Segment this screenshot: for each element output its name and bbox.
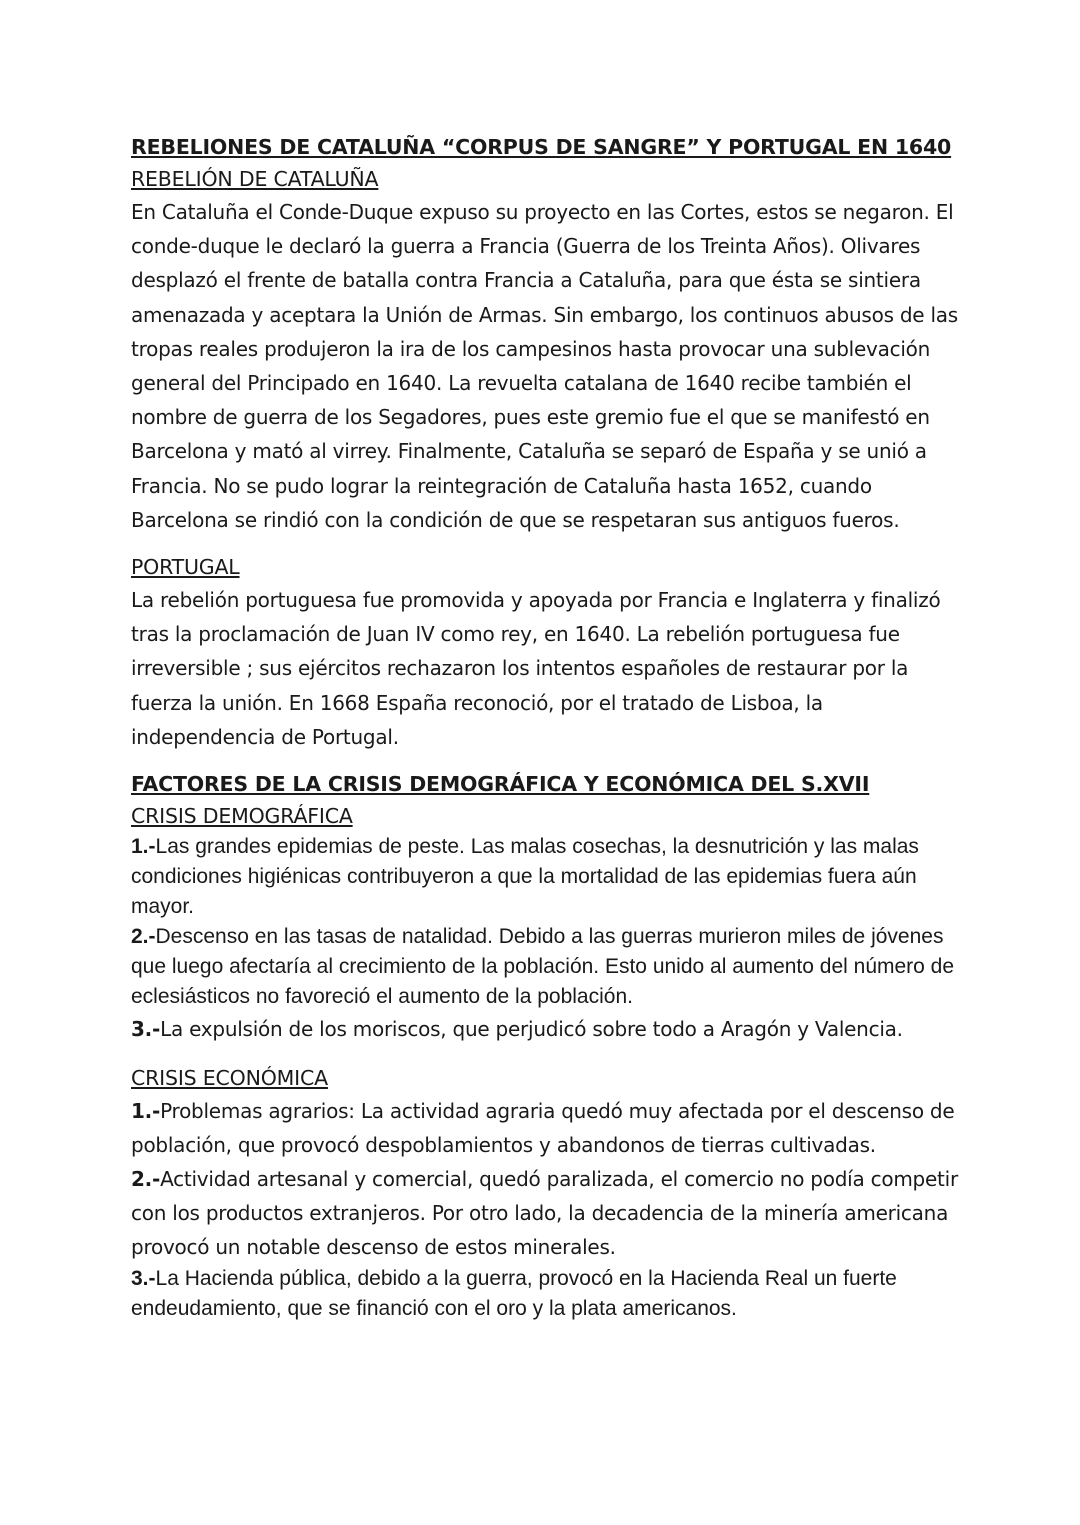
list-item — [131, 1094, 961, 1162]
section-title-rebellions: REBELIONES DE CATALUÑA “CORPUS DE SANGRE” Y PORTUGAL EN 1640 — [131, 135, 952, 159]
item-text: Las grandes epidemias de peste. Las malas cosechas, la desnutrición y las malas condiciones higiénicas contribuyeron a que la mortalidad de las epidemias fuera aún mayor. — [131, 835, 919, 919]
heading-economic-crisis: CRISIS ECONÓMICA — [131, 1066, 328, 1091]
item-number: 1.- — [131, 835, 156, 859]
list-item — [131, 832, 961, 922]
list-item — [131, 1012, 961, 1046]
document-content — [131, 131, 961, 1324]
item-number: 3.- — [131, 1267, 156, 1291]
item-number: 3.- — [131, 1017, 161, 1042]
item-text: La Hacienda pública, debido a la guerra, provocó en la Hacienda Real un fuerte endeudamiento, que se financió con el oro y la plata americanos. — [131, 1267, 897, 1321]
heading-demographic-crisis: CRISIS DEMOGRÁFICA — [131, 804, 353, 829]
item-number: 1.- — [131, 1099, 161, 1124]
section-title-crisis: FACTORES DE LA CRISIS DEMOGRÁFICA Y ECONÓMICA DEL S.XVII — [131, 772, 870, 797]
list-item — [131, 922, 961, 1012]
item-text: Actividad artesanal y comercial, quedó paralizada, el comercio no podía competir con los productos extranjeros. Por otro lado, la decadencia de la minería americana provocó un notable descenso de estos minerales. — [131, 1167, 958, 1260]
list-item — [131, 1264, 961, 1324]
item-text: La expulsión de los moriscos, que perjudicó sobre todo a Aragón y Valencia. — [160, 1017, 903, 1042]
paragraph-portugal: La rebelión portuguesa fue promovida y apoyada por Francia e Inglaterra y finalizó tras la proclamación de Juan IV como rey, en 1640. La rebelión portuguesa fue irreversible ; sus ejércitos rechazaron los intentos españoles de restaurar por la fuerza la unión. En 1668 España reconoció, por el tratado de Lisboa, la independencia de Portugal. — [131, 588, 941, 749]
item-text: Descenso en las tasas de natalidad. Debido a las guerras murieron miles de jóvenes que luego afectaría al crecimiento de la población. Esto unido al aumento del número de eclesiásticos no favoreció el aumento de la población. — [131, 925, 955, 1009]
heading-catalonia: REBELIÓN DE CATALUÑA — [131, 167, 379, 191]
item-text: Problemas agrarios: La actividad agraria quedó muy afectada por el descenso de población, que provocó despoblamientos y abandonos de tierras cultivadas. — [131, 1099, 955, 1158]
heading-portugal: PORTUGAL — [131, 555, 240, 580]
item-number: 2.- — [131, 1167, 161, 1192]
paragraph-catalonia: En Cataluña el Conde-Duque expuso su proyecto en las Cortes, estos se negaron. El conde-duque le declaró la guerra a Francia (Guerra de los Treinta Años). Olivares desplazó el frente de batalla contra Francia a Cataluña, para que ésta se sintiera amenazada y aceptara la Unión de Armas. Sin embargo, los continuos abusos de las tropas reales produjeron la ira de los campesinos hasta provocar una sublevación general del Principado en 1640. La revuelta catalana de 1640 recibe también el nombre de guerra de los Segadores, pues este gremio fue el que se manifestó en Barcelona y mató al virrey. Finalmente, Cataluña se separó de España y se unió a Francia. No se pudo lograr la reintegración de Cataluña hasta 1652, cuando Barcelona se rindió con la condición de que se respetaran sus antiguos fueros. — [131, 200, 958, 532]
list-item — [131, 1162, 961, 1264]
item-number: 2.- — [131, 925, 156, 949]
